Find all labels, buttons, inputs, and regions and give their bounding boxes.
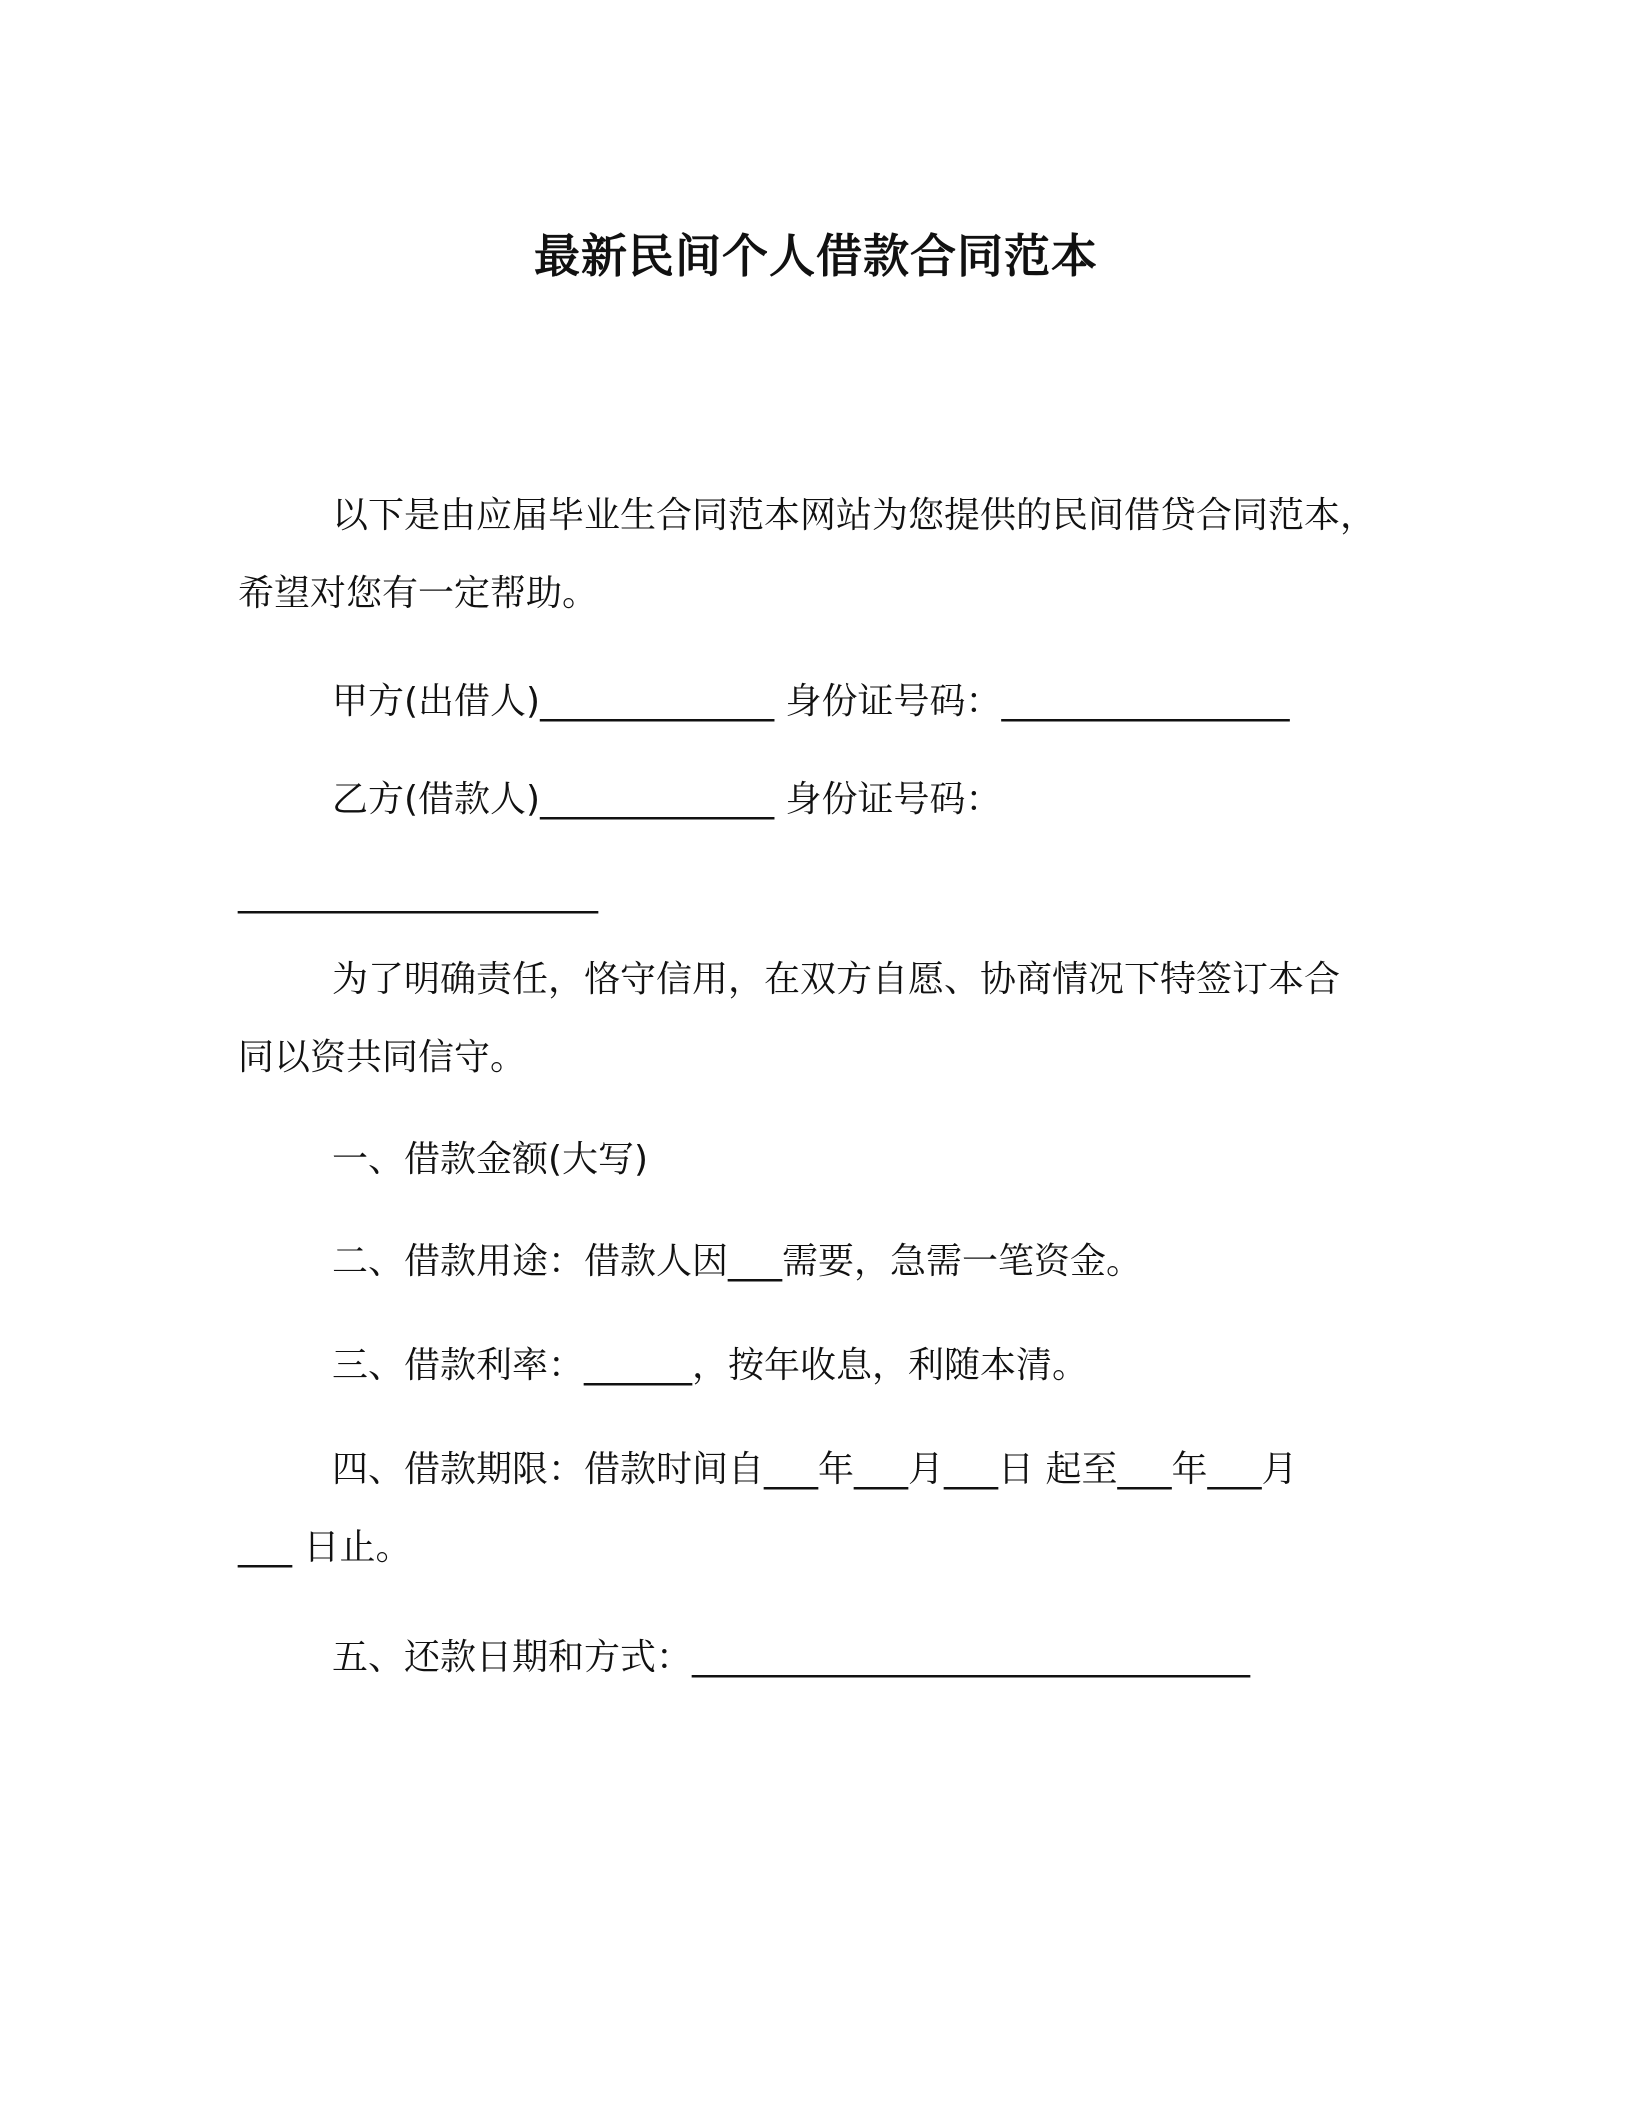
intro-paragraph-line-2: 希望对您有一定帮助。	[238, 573, 599, 614]
clause-loan-amount: 一、借款金额(大写)	[332, 1139, 649, 1180]
page-title: 最新民间个人借款合同范本	[534, 229, 1098, 283]
clause-loan-term-line-1: 四、借款期限：借款时间自___年___月___日 起至___年___月	[332, 1449, 1298, 1490]
purpose-paragraph-line-2: 同以资共同信守。	[238, 1037, 527, 1078]
clause-repayment: 五、还款日期和方式：_______________________________	[332, 1637, 1251, 1678]
party-b-id-blank: ____________________	[238, 873, 598, 914]
clause-interest-rate: 三、借款利率：______，按年收息，利随本清。	[332, 1345, 1089, 1386]
purpose-paragraph-line-1: 为了明确责任，恪守信用，在双方自愿、协商情况下特签订本合	[332, 959, 1341, 1000]
clause-loan-term-line-2: ___ 日止。	[238, 1527, 412, 1568]
party-b-line: 乙方(借款人)_____________ 身份证号码：	[332, 779, 1002, 820]
party-a-line: 甲方(出借人)_____________ 身份证号码：________________	[332, 681, 1290, 722]
clause-loan-purpose: 二、借款用途：借款人因___需要，急需一笔资金。	[332, 1241, 1143, 1282]
intro-paragraph-line-1: 以下是由应届毕业生合同范本网站为您提供的民间借贷合同范本，	[332, 495, 1377, 536]
